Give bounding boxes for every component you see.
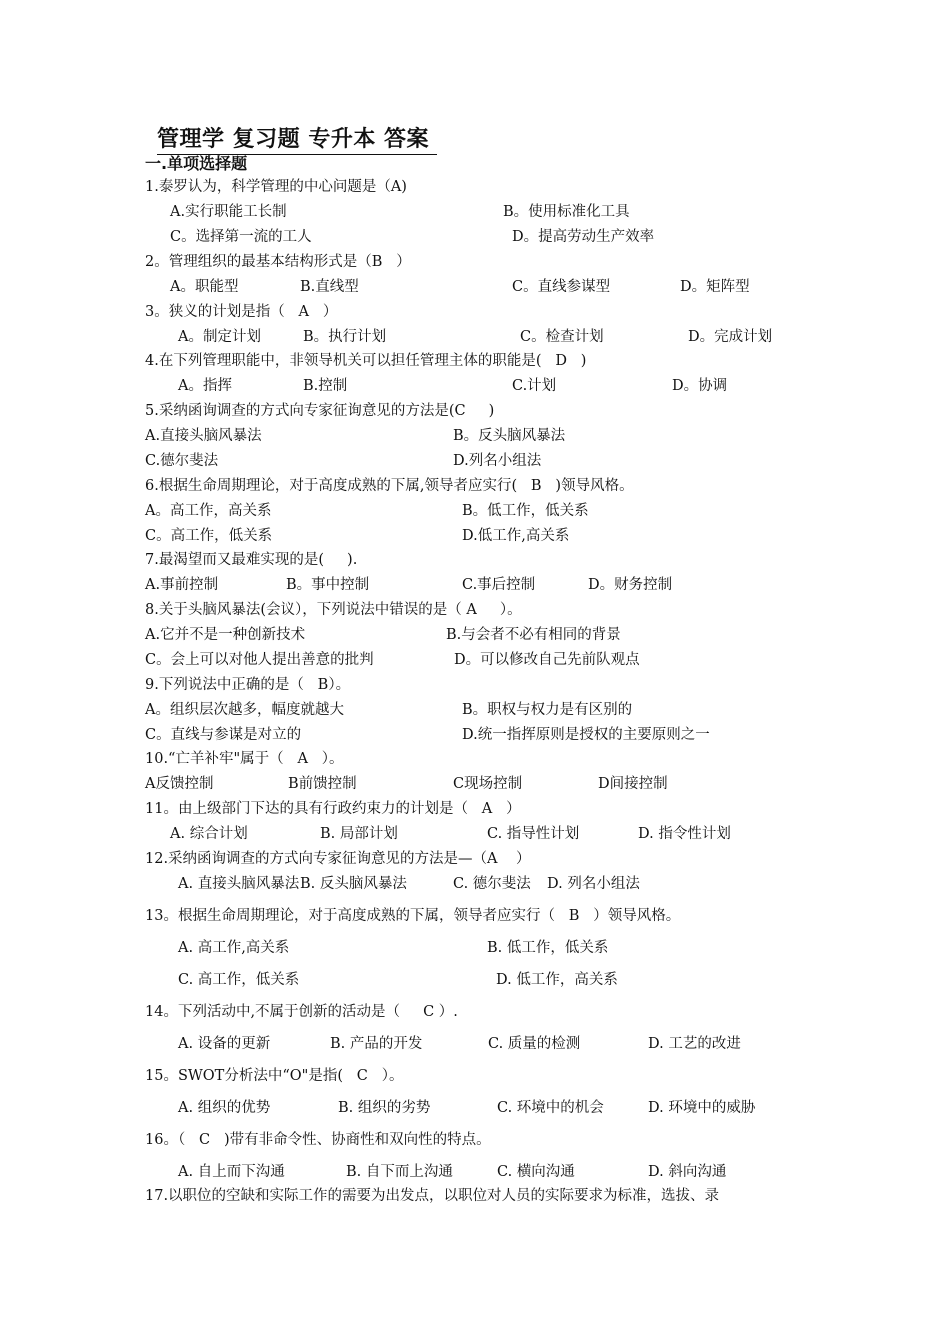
answer-option: C.德尔斐法 (145, 453, 219, 469)
answer-option: D. 工艺的改进 (648, 1036, 741, 1052)
answer-option: A. 直接头脑风暴法 (178, 876, 300, 892)
answer-option: C. 质量的检测 (488, 1036, 581, 1052)
answer-option: D。提高劳动生产效率 (512, 229, 655, 245)
answer-option: B。事中控制 (286, 577, 370, 593)
question-stem: 12.采纳函询调查的方式向专家征询意见的方法是—（A ） (145, 851, 531, 867)
answer-option: B. 组织的劣势 (338, 1100, 431, 1116)
answer-option: B.与会者不必有相同的背景 (446, 627, 621, 643)
answer-option: A.直接头脑风暴法 (145, 428, 262, 444)
answer-option: D. 低工作，高关系 (496, 972, 618, 988)
question-stem: 17.以职位的空缺和实际工作的需要为出发点，以职位对人员的实际要求为标准，选拔、录 (145, 1188, 720, 1204)
question-stem: 13。根据生命周期理论，对于高度成熟的下属，领导者应实行（ B ）领导风格。 (145, 908, 681, 924)
answer-option: A.事前控制 (145, 577, 219, 593)
answer-option: B。低工作，低关系 (462, 503, 589, 519)
question-stem: 4.在下列管理职能中，非领导机关可以担任管理主体的职能是( D ) (145, 353, 587, 369)
answer-option: D。矩阵型 (680, 279, 750, 295)
question-stem: 1.泰罗认为，科学管理的中心问题是（A) (145, 179, 407, 195)
answer-option: C。选择第一流的工人 (170, 229, 312, 245)
answer-option: A。高工作，高关系 (145, 503, 272, 519)
answer-option: C。直线与参谋是对立的 (145, 727, 302, 743)
answer-option: B前馈控制 (288, 776, 357, 792)
answer-option: C.事后控制 (462, 577, 536, 593)
document-title: 管理学 复习题 专升本 答案 (157, 122, 437, 155)
question-stem: 15。SWOT分析法中“O"是指( C ）。 (145, 1068, 404, 1084)
answer-option: B. 产品的开发 (330, 1036, 423, 1052)
answer-option: A. 综合计划 (170, 826, 248, 842)
answer-option: A。职能型 (170, 279, 239, 295)
answer-option: B. 低工作，低关系 (487, 940, 609, 956)
question-stem: 3。狭义的计划是指（ A ） (145, 304, 338, 320)
answer-option: C.计划 (512, 378, 557, 394)
answer-option: D.低工作,高关系 (462, 528, 570, 544)
answer-option: A。制定计划 (178, 329, 261, 345)
answer-option: A.它并不是一种创新技术 (145, 627, 306, 643)
question-stem: 14。下列活动中,不属于创新的活动是（ C ）. (145, 1004, 458, 1020)
question-stem: 2。管理组织的最基本结构形式是（B ） (145, 254, 411, 270)
answer-option: D。财务控制 (588, 577, 673, 593)
answer-option: D。协调 (672, 378, 728, 394)
answer-option: B。使用标准化工具 (503, 204, 630, 220)
answer-option: C. 德尔斐法 (453, 876, 531, 892)
answer-option: D. 环境中的威胁 (648, 1100, 756, 1116)
answer-option: B. 自下而上沟通 (346, 1164, 453, 1180)
answer-option: A. 自上而下沟通 (178, 1164, 285, 1180)
answer-option: A。指挥 (178, 378, 232, 394)
answer-option: D。可以修改自己先前队观点 (454, 652, 640, 668)
answer-option: A.实行职能工长制 (170, 204, 287, 220)
answer-option: D。完成计划 (688, 329, 773, 345)
answer-option: D间接控制 (598, 776, 668, 792)
answer-option: C。检查计划 (520, 329, 604, 345)
answer-option: A反馈控制 (145, 776, 214, 792)
answer-option: A. 设备的更新 (178, 1036, 271, 1052)
section-heading: 一.单项选择题 (145, 154, 248, 173)
answer-option: B. 反头脑风暴法 (300, 876, 407, 892)
answer-option: B.控制 (303, 378, 348, 394)
answer-option: C现场控制 (453, 776, 523, 792)
answer-option: C. 高工作，低关系 (178, 972, 300, 988)
answer-option: C. 横向沟通 (497, 1164, 575, 1180)
answer-option: B.直线型 (300, 279, 359, 295)
question-stem: 9.下列说法中正确的是（ B）。 (145, 677, 351, 693)
answer-option: B。反头脑风暴法 (453, 428, 566, 444)
question-stem: 10.“亡羊补牢"属于（ A ）。 (145, 751, 344, 767)
question-stem: 7.最渴望而又最难实现的是( ). (145, 552, 358, 568)
question-stem: 5.采纳函询调查的方式向专家征询意见的方法是(C ) (145, 403, 495, 419)
question-stem: 16。（ C )带有非命令性、协商性和双向性的特点。 (145, 1132, 491, 1148)
answer-option: B。职权与权力是有区别的 (462, 702, 633, 718)
answer-option: C。高工作，低关系 (145, 528, 273, 544)
answer-option: D. 列名小组法 (547, 876, 640, 892)
question-stem: 8.关于头脑风暴法(会议），下列说法中错误的是（ A ）。 (145, 602, 522, 618)
answer-option: B. 局部计划 (320, 826, 398, 842)
answer-option: D.列名小组法 (453, 453, 542, 469)
answer-option: A. 高工作,高关系 (178, 940, 290, 956)
answer-option: B。执行计划 (303, 329, 387, 345)
answer-option: A. 组织的优势 (178, 1100, 271, 1116)
question-stem: 11。由上级部门下达的具有行政约束力的计划是（ A ） (145, 801, 521, 817)
answer-option: D. 指令性计划 (638, 826, 731, 842)
answer-option: C. 指导性计划 (487, 826, 580, 842)
answer-option: C. 环境中的机会 (497, 1100, 604, 1116)
answer-option: D.统一指挥原则是授权的主要原则之一 (462, 727, 710, 743)
answer-option: C。直线参谋型 (512, 279, 611, 295)
question-stem: 6.根据生命周期理论，对于高度成熟的下属,领导者应实行( B )领导风格。 (145, 478, 634, 494)
answer-option: A。组织层次越多，幅度就越大 (145, 702, 344, 718)
answer-option: D. 斜向沟通 (648, 1164, 727, 1180)
answer-option: C。会上可以对他人提出善意的批判 (145, 652, 374, 668)
